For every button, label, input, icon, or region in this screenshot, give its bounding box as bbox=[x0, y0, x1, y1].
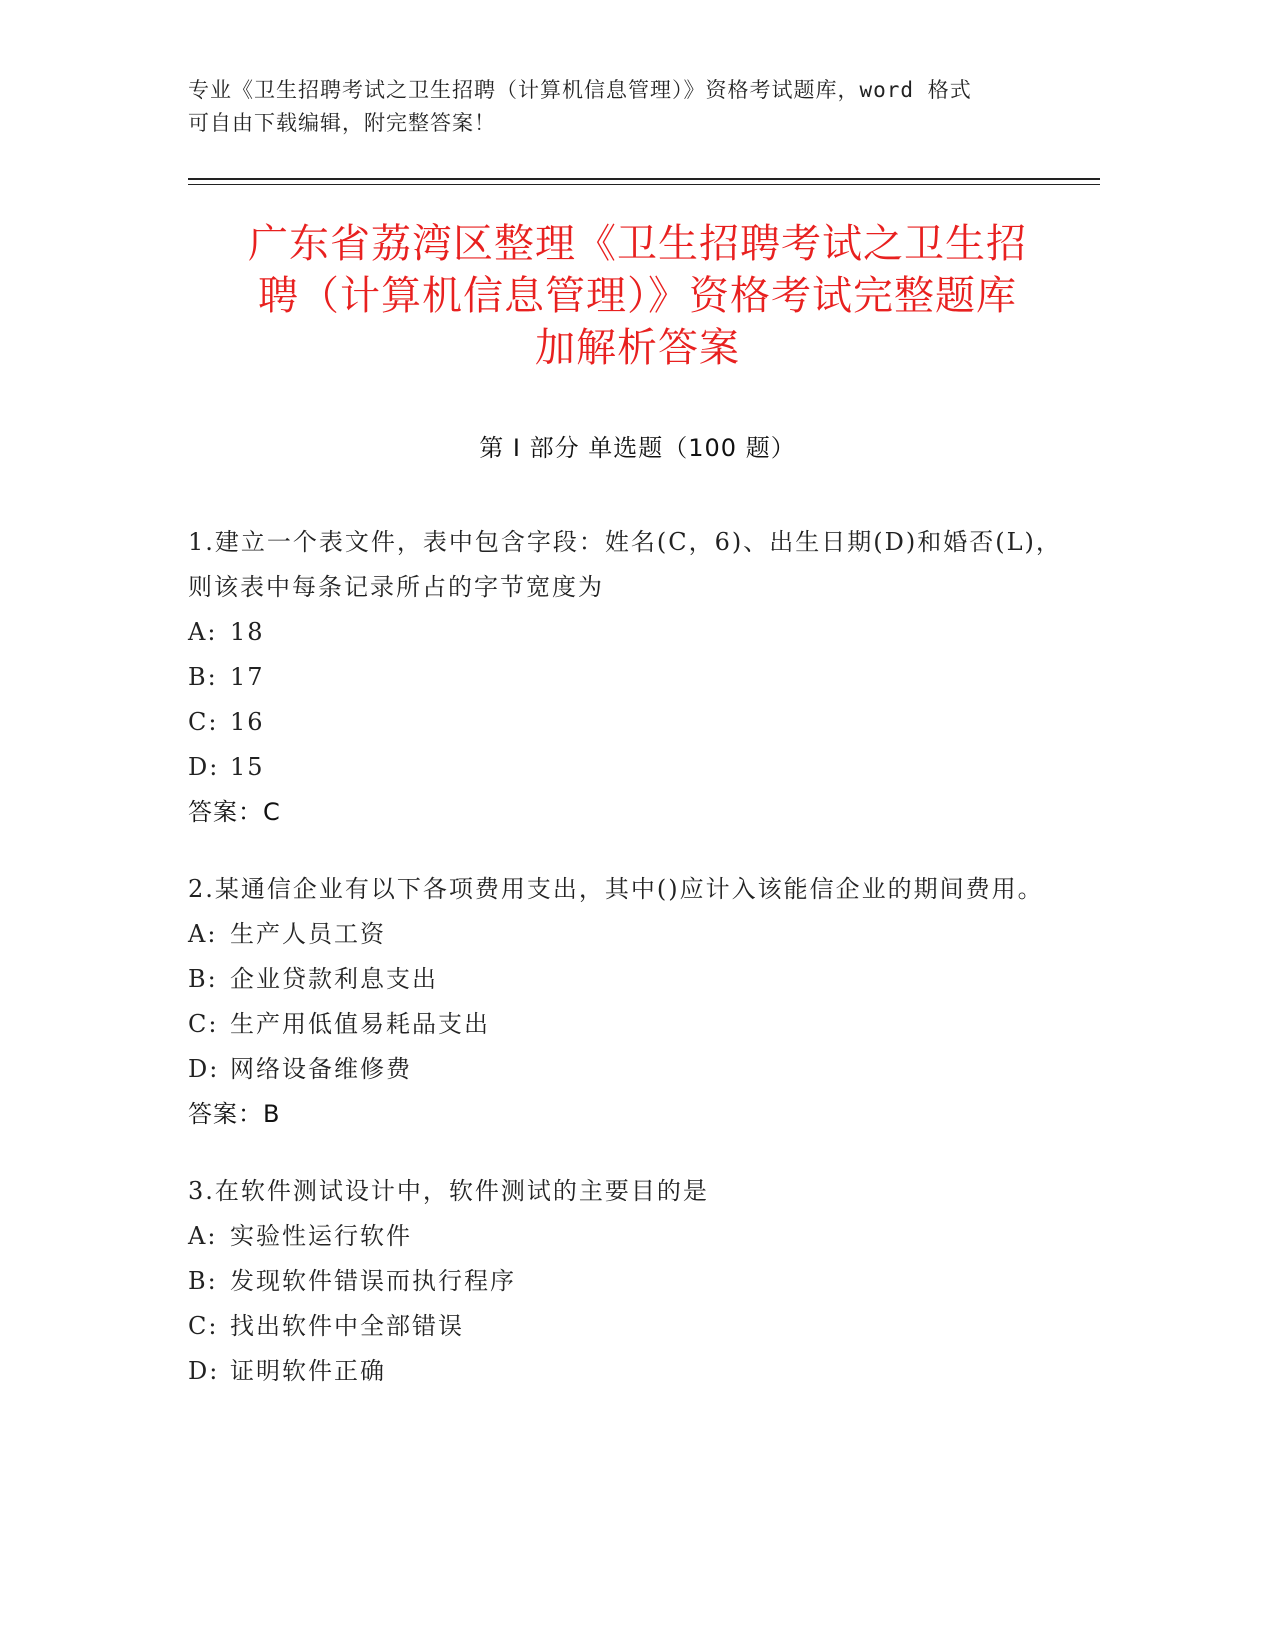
question-option bbox=[188, 1304, 1068, 1349]
question-answer: 答案：B bbox=[188, 1100, 281, 1128]
question-option bbox=[188, 610, 1068, 655]
option-letter: C: bbox=[188, 1010, 219, 1038]
option-text: 企业贷款利息支出 bbox=[230, 965, 438, 993]
question-option bbox=[188, 1349, 1068, 1394]
option-text: 16 bbox=[230, 708, 265, 736]
header-divider-thick bbox=[188, 178, 1100, 180]
option-text: 证明软件正确 bbox=[230, 1357, 386, 1385]
header-note-line-2: 可自由下载编辑，附完整答案！ bbox=[188, 111, 496, 135]
header-note bbox=[188, 74, 1088, 140]
option-text: 生产用低值易耗品支出 bbox=[230, 1010, 490, 1038]
question-stem: 2.某通信企业有以下各项费用支出，其中()应计入该能信企业的期间费用。 bbox=[188, 875, 1044, 903]
header-divider-thin bbox=[188, 184, 1100, 185]
option-text: 实验性运行软件 bbox=[230, 1222, 412, 1250]
document-title-line-2: 聘（计算机信息管理）》资格考试完整题库 bbox=[258, 273, 1017, 319]
option-letter: A: bbox=[188, 618, 218, 646]
option-letter: B: bbox=[188, 1267, 218, 1295]
question-option bbox=[188, 1002, 1068, 1047]
document-title-line-1: 广东省荔湾区整理《卫生招聘考试之卫生招 bbox=[248, 221, 1027, 267]
question-stem: 1.建立一个表文件，表中包含字段：姓名(C，6)、出生日期(D)和婚否(L)，则该表中每条记录所占的字节宽度为 bbox=[188, 528, 1062, 601]
option-letter: A: bbox=[188, 920, 218, 948]
option-text: 找出软件中全部错误 bbox=[230, 1312, 464, 1340]
option-letter: B: bbox=[188, 663, 218, 691]
question-option bbox=[188, 1214, 1068, 1259]
question-answer: 答案：C bbox=[188, 798, 281, 826]
option-letter: A: bbox=[188, 1222, 218, 1250]
option-text: 生产人员工资 bbox=[230, 920, 386, 948]
document-title bbox=[190, 218, 1085, 374]
question-item bbox=[188, 520, 1068, 835]
option-text: 网络设备维修费 bbox=[230, 1055, 412, 1083]
option-letter: B: bbox=[188, 965, 218, 993]
option-text: 发现软件错误而执行程序 bbox=[230, 1267, 516, 1295]
question-item bbox=[188, 1169, 1068, 1394]
option-letter: C: bbox=[188, 708, 219, 736]
question-list bbox=[188, 520, 1068, 1426]
question-option bbox=[188, 1047, 1068, 1092]
question-option bbox=[188, 745, 1068, 790]
question-option bbox=[188, 957, 1068, 1002]
question-option bbox=[188, 655, 1068, 700]
question-item bbox=[188, 867, 1068, 1137]
question-option bbox=[188, 700, 1068, 745]
question-option bbox=[188, 1259, 1068, 1304]
option-letter: D: bbox=[188, 753, 220, 781]
question-option bbox=[188, 912, 1068, 957]
header-note-line-1: 专业《卫生招聘考试之卫生招聘（计算机信息管理）》资格考试题库，word 格式 bbox=[188, 78, 972, 102]
option-text: 18 bbox=[230, 618, 265, 646]
option-letter: D: bbox=[188, 1357, 220, 1385]
option-text: 17 bbox=[230, 663, 265, 691]
question-stem: 3.在软件测试设计中，软件测试的主要目的是 bbox=[188, 1177, 709, 1205]
option-letter: D: bbox=[188, 1055, 220, 1083]
option-text: 15 bbox=[230, 753, 265, 781]
option-letter: C: bbox=[188, 1312, 219, 1340]
document-title-line-3: 加解析答案 bbox=[535, 325, 740, 371]
section-heading: 第 I 部分 单选题（100 题） bbox=[479, 434, 796, 462]
